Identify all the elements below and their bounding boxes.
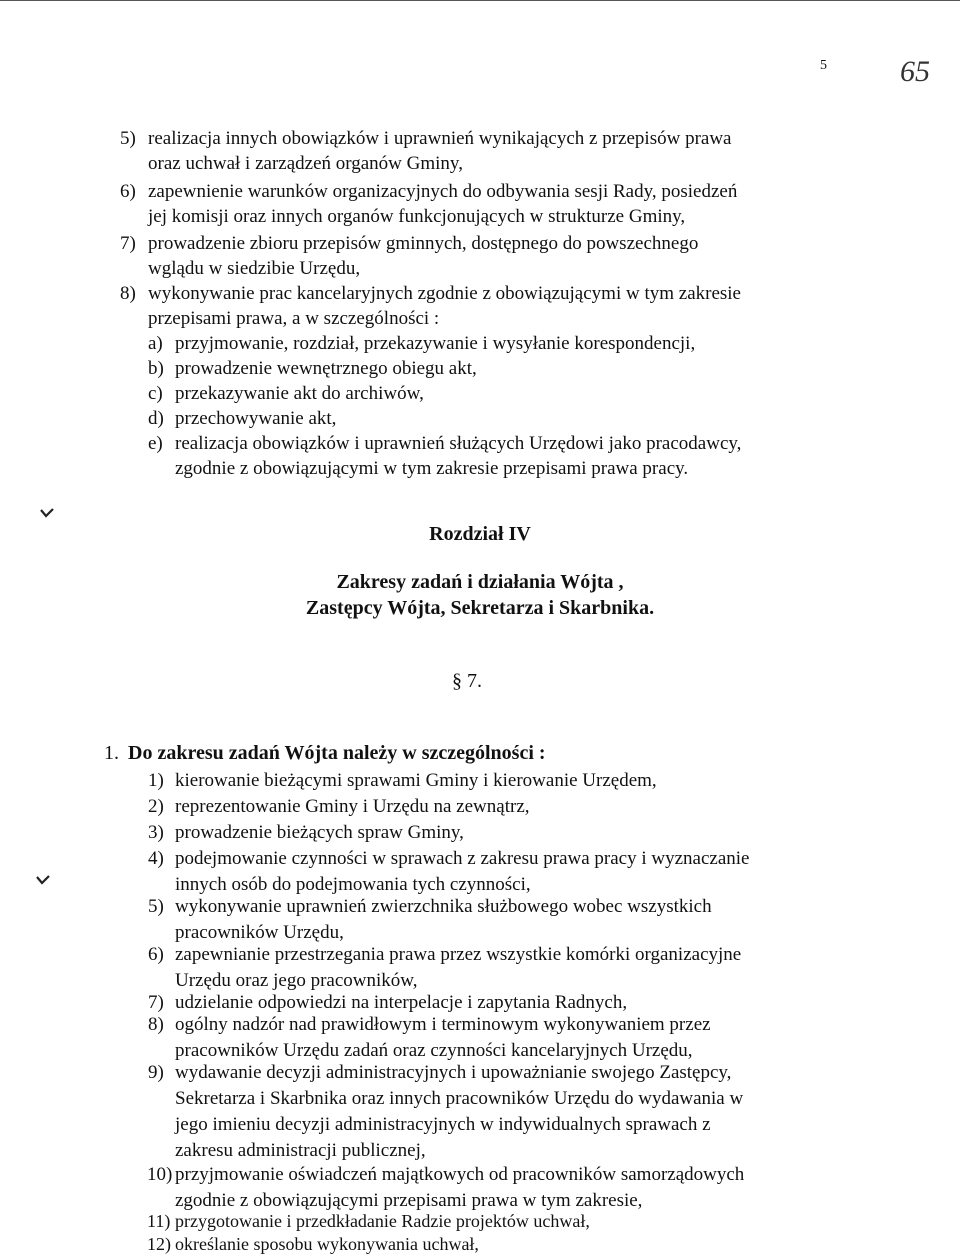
- item-text: przygotowanie i przedkładanie Radzie projektów uchwał,: [175, 1211, 590, 1231]
- item-text: zakresu administracji publicznej,: [175, 1140, 426, 1161]
- item-text: pracowników Urzędu zadań oraz czynności kancelaryjnych Urzędu,: [175, 1040, 693, 1061]
- subitem-letter: a): [148, 333, 163, 354]
- scan-tick-mark: [36, 875, 50, 885]
- item-text: zapewnienie warunków organizacyjnych do odbywania sesji Rady, posiedzeń: [148, 181, 738, 202]
- subitem-letter: b): [148, 358, 164, 379]
- item-text: przyjmowanie oświadczeń majątkowych od pracowników samorządowych: [175, 1164, 745, 1185]
- item-number: 6): [148, 944, 164, 965]
- item-text: kierowanie bieżącymi sprawami Gminy i kierowanie Urzędem,: [175, 770, 657, 791]
- item-number: 7): [120, 233, 136, 254]
- handwritten-page-number: 65: [900, 55, 930, 88]
- point-heading: Do zakresu zadań Wójta należy w szczególności :: [128, 742, 546, 764]
- page-number: 5: [820, 58, 827, 73]
- item-text: prowadzenie zbioru przepisów gminnych, dostępnego do powszechnego: [148, 233, 699, 254]
- item-text: zapewnianie przestrzegania prawa przez wszystkie komórki organizacyjne: [175, 944, 742, 965]
- item-text: wykonywanie uprawnień zwierzchnika służbowego wobec wszystkich: [175, 896, 712, 917]
- subitem-text: przyjmowanie, rozdział, przekazywanie i wysyłanie korespondencji,: [175, 333, 696, 354]
- item-text: Sekretarza i Skarbnika oraz innych pracowników Urzędu do wydawania w: [175, 1088, 744, 1109]
- item-text: realizacja innych obowiązków i uprawnień wynikających z przepisów prawa: [148, 128, 732, 149]
- item-text: pracowników Urzędu,: [175, 922, 344, 943]
- item-number: 11): [147, 1211, 171, 1231]
- chapter-subtitle: Zakresy zadań i działania Wójta ,: [336, 571, 624, 593]
- subitem-text: realizacja obowiązków i uprawnień służących Urzędowi jako pracodawcy,: [175, 433, 742, 454]
- item-number: 8): [148, 1014, 164, 1035]
- subitem-letter: c): [148, 383, 163, 404]
- item-text: określanie sposobu wykonywania uchwał,: [175, 1234, 479, 1254]
- subitem-text: przechowywanie akt,: [175, 408, 337, 429]
- item-text: jej komisji oraz innych organów funkcjonujących w strukturze Gminy,: [148, 206, 686, 227]
- item-text: Urzędu oraz jego pracowników,: [175, 970, 418, 991]
- chapter-title: Rozdział IV: [429, 523, 531, 545]
- section-number: § 7.: [452, 670, 482, 692]
- item-number: 5): [120, 128, 136, 149]
- item-text: wykonywanie prac kancelaryjnych zgodnie z obowiązującymi w tym zakresie: [148, 283, 741, 304]
- item-text: zgodnie z obowiązującymi przepisami prawa w tym zakresie,: [175, 1190, 643, 1211]
- item-number: 1): [148, 770, 164, 791]
- scan-top-edge: [0, 0, 960, 1]
- item-text: wglądu w siedzibie Urzędu,: [148, 258, 361, 279]
- subitem-text: prowadzenie wewnętrznego obiegu akt,: [175, 358, 477, 379]
- subitem-letter: e): [148, 433, 163, 454]
- item-number: 7): [148, 992, 164, 1013]
- item-text: jego imieniu decyzji administracyjnych w indywidualnych sprawach z: [175, 1114, 711, 1135]
- item-text: reprezentowanie Gminy i Urzędu na zewnątrz,: [175, 796, 530, 817]
- subitem-text: zgodnie z obowiązującymi w tym zakresie przepisami prawa pracy.: [175, 458, 689, 479]
- point-number: 1.: [104, 742, 119, 764]
- chapter-subtitle: Zastępcy Wójta, Sekretarza i Skarbnika.: [305, 597, 655, 619]
- item-number: 3): [148, 822, 164, 843]
- item-number: 12): [147, 1234, 171, 1254]
- item-text: ogólny nadzór nad prawidłowym i terminowym wykonywaniem przez: [175, 1014, 711, 1035]
- item-text: oraz uchwał i zarządzeń organów Gminy,: [148, 153, 463, 174]
- item-number: 4): [148, 848, 164, 869]
- subitem-letter: d): [148, 408, 164, 429]
- item-number: 8): [120, 283, 136, 304]
- item-number: 5): [148, 896, 164, 917]
- item-text: prowadzenie bieżących spraw Gminy,: [175, 822, 464, 843]
- item-number: 9): [148, 1062, 164, 1083]
- scan-tick-mark: [40, 508, 54, 518]
- item-text: udzielanie odpowiedzi na interpelacje i zapytania Radnych,: [175, 992, 628, 1013]
- item-text: podejmowanie czynności w sprawach z zakresu prawa pracy i wyznaczanie: [175, 848, 750, 869]
- item-number: 10): [147, 1164, 173, 1185]
- item-number: 2): [148, 796, 164, 817]
- item-text: innych osób do podejmowania tych czynności,: [175, 874, 531, 895]
- subitem-text: przekazywanie akt do archiwów,: [175, 383, 424, 404]
- item-number: 6): [120, 181, 136, 202]
- item-text: przepisami prawa, a w szczególności :: [148, 308, 440, 329]
- item-text: wydawanie decyzji administracyjnych i upoważnianie swojego Zastępcy,: [175, 1062, 732, 1083]
